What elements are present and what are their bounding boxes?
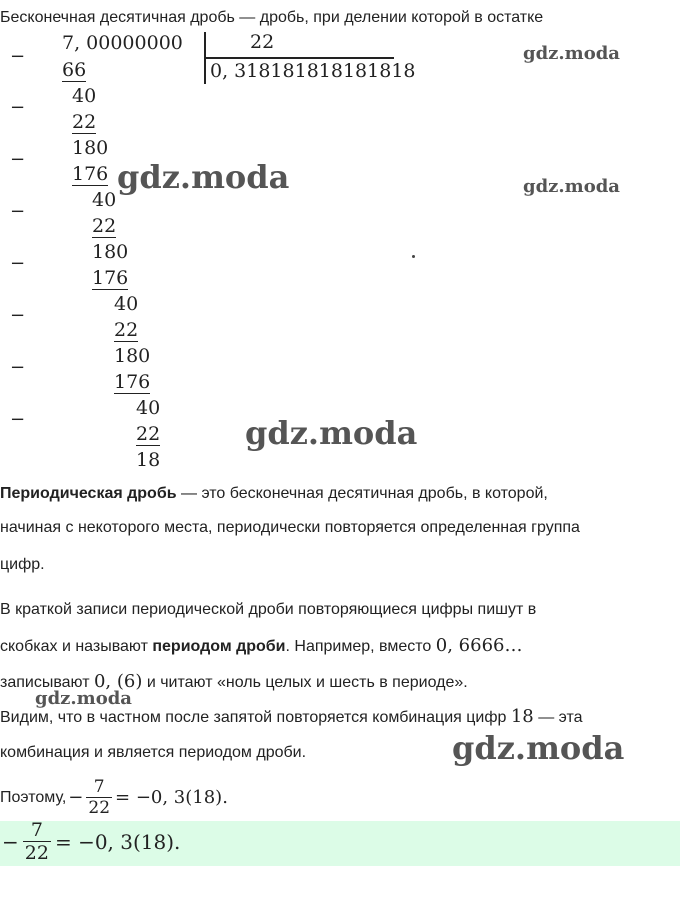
answer-result: = −0, 3(18). — [54, 829, 181, 854]
division-step: 180 — [114, 345, 151, 367]
minus-sign: − — [10, 253, 26, 274]
fraction — [23, 819, 51, 864]
math-inline: 0, 6666… — [435, 635, 523, 656]
division-step: 40 — [92, 189, 117, 211]
minus-sign: − — [10, 305, 26, 326]
fraction-denominator: 22 — [88, 798, 111, 818]
minus-sign: − — [10, 97, 26, 118]
watermark: gdz.moda — [35, 688, 132, 709]
watermark: gdz.moda — [245, 414, 418, 452]
division-step: 22 — [114, 319, 139, 341]
text-span: записывают — [0, 674, 94, 691]
fraction-numerator: 7 — [23, 819, 51, 842]
observation-line — [0, 707, 583, 728]
minus-sign: − — [10, 201, 26, 222]
minus-sign: − — [10, 357, 26, 378]
fraction-numerator: 7 — [86, 777, 112, 798]
division-step: 22 — [72, 111, 97, 133]
division-horizontal-bar — [204, 57, 394, 59]
minus-sign: − — [10, 409, 26, 430]
conclusion-line — [0, 777, 228, 818]
text-span: и читают «ноль целых и шесть в периоде». — [142, 674, 468, 691]
notation-line: В краткой записи периодической дроби повторяющиеся цифры пишут в — [0, 601, 537, 618]
division-step: 180 — [72, 137, 109, 159]
divisor: 22 — [250, 31, 275, 53]
division-step: 22 — [136, 423, 161, 445]
fraction-denominator: 22 — [24, 842, 49, 864]
dividend: 7, 00000000 — [62, 32, 183, 54]
answer-sign: − — [2, 829, 19, 854]
minus-sign: − — [10, 149, 26, 170]
definition-line — [0, 484, 548, 504]
text-span: — эта — [533, 709, 583, 726]
answer-line — [2, 819, 180, 864]
division-step: 40 — [72, 85, 97, 107]
watermark: gdz.moda — [523, 43, 620, 64]
division-step: 176 — [72, 163, 109, 185]
math-inline: 18 — [510, 706, 534, 727]
definition-text: — это бесконечная десятичная дробь, в которой, — [176, 485, 548, 502]
fraction — [86, 777, 112, 818]
watermark: gdz.moda — [523, 176, 620, 197]
math-inline: 0, (6) — [93, 671, 143, 692]
division-step: 176 — [92, 267, 129, 289]
division-step: 180 — [92, 241, 129, 263]
definition-line: начиная с некоторого места, периодически повторяется определенная группа — [0, 519, 580, 536]
text-span: Видим, что в частном после запятой повторяется комбинация цифр — [0, 709, 511, 726]
intro-text: Бесконечная десятичная дробь — дробь, при делении которой в остатке — [0, 9, 544, 26]
conclusion-result: = −0, 3(18). — [115, 787, 228, 808]
notation-line — [0, 636, 522, 657]
term-period: периодом дроби — [152, 638, 286, 655]
division-step: 66 — [62, 59, 87, 81]
term-periodic-fraction: Периодическая дробь — [0, 485, 177, 502]
division-step: 176 — [114, 371, 151, 393]
division-step: 22 — [92, 215, 117, 237]
conclusion-sign: − — [68, 787, 84, 808]
quotient: 0, 318181818181818 — [210, 60, 416, 82]
definition-line: цифр. — [0, 556, 45, 573]
division-step: 18 — [136, 449, 161, 471]
text-span: скобках и называют — [0, 638, 153, 655]
division-step: 40 — [136, 397, 161, 419]
watermark: gdz.moda — [452, 729, 625, 767]
watermark: gdz.moda — [117, 158, 290, 196]
text-span: . Например, вместо — [285, 638, 436, 655]
conclusion-lead: Поэтому, — [0, 788, 67, 806]
stray-dot — [412, 255, 415, 258]
minus-sign: − — [10, 46, 26, 67]
division-step: 40 — [114, 293, 139, 315]
observation-line: комбинация и является периодом дроби. — [0, 744, 307, 761]
